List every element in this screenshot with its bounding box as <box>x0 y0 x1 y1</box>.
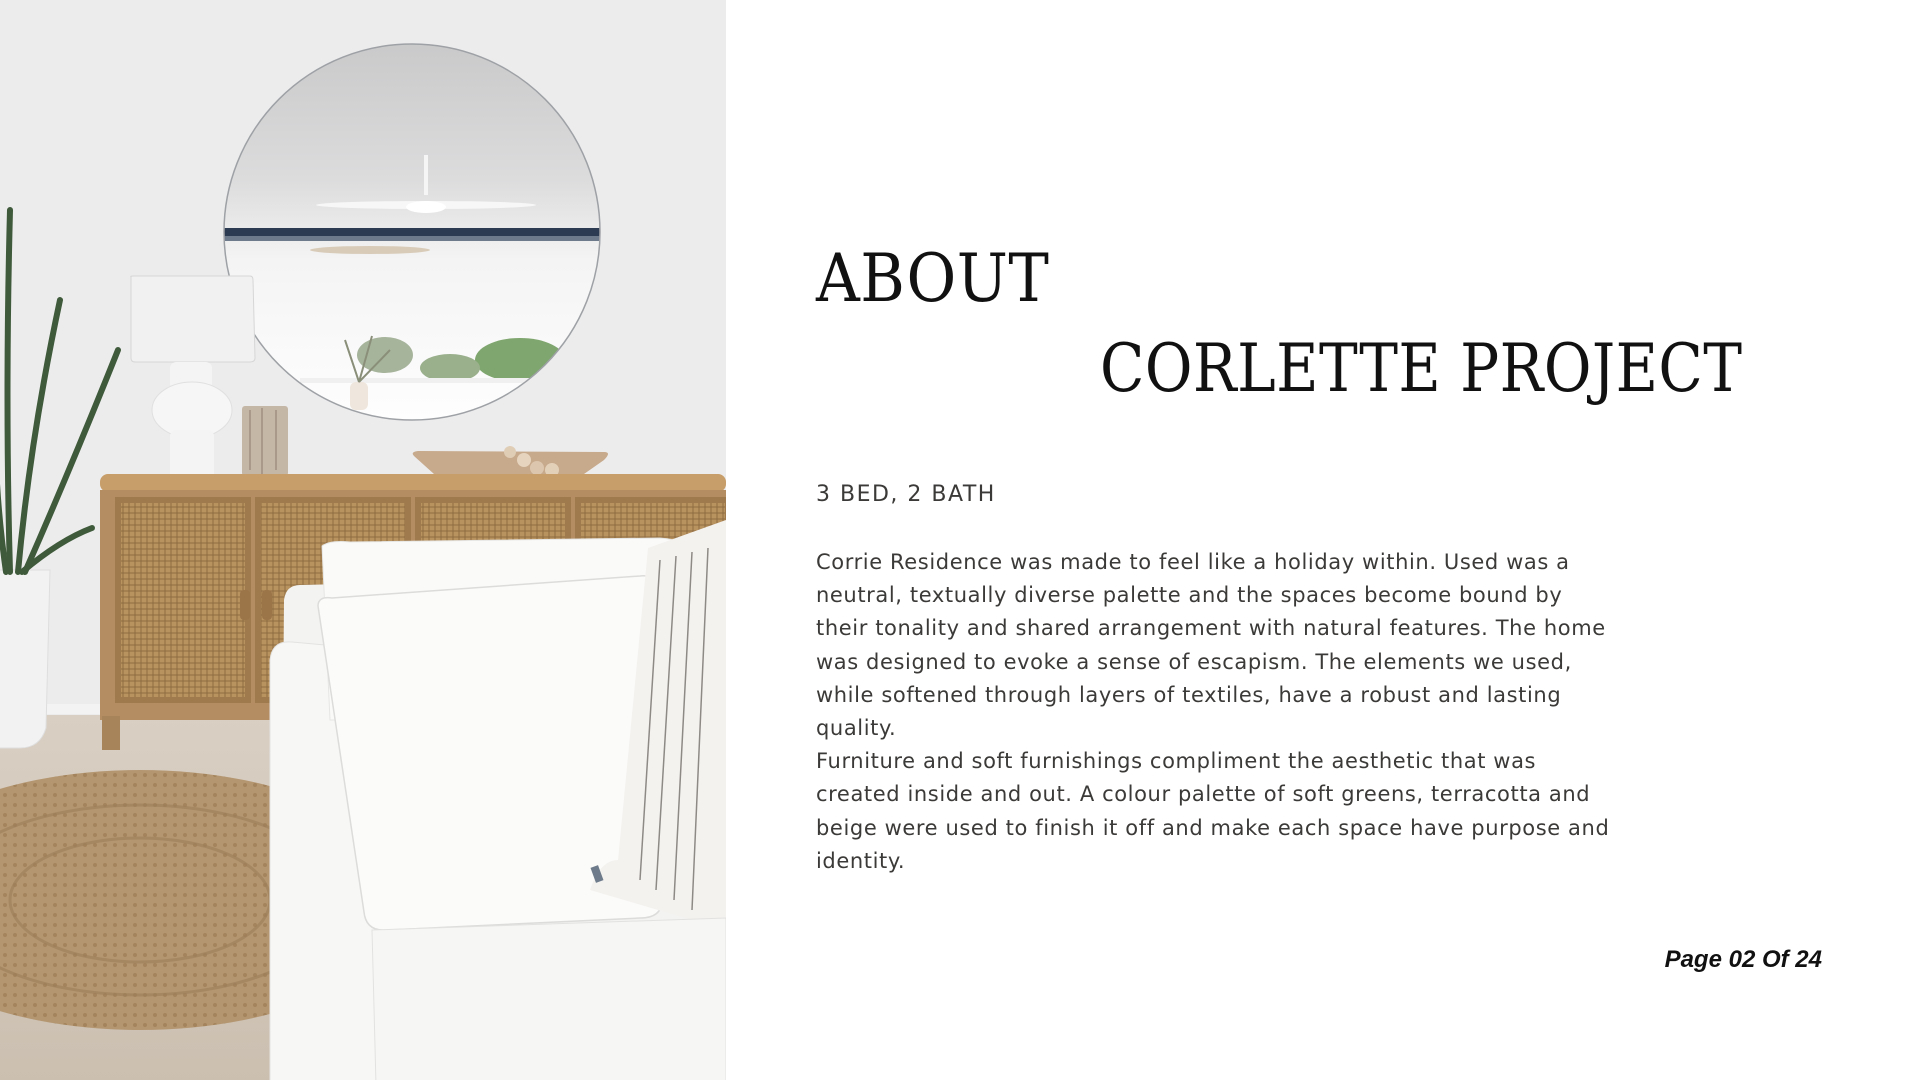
description-paragraph-2: Furniture and soft furnishings compliment the aesthetic that was created inside and out. A colour palette of soft greens, terracotta and beige were used to finish it off and make each space have purpose and identity. <box>816 749 1610 873</box>
description-paragraph-1: Corrie Residence was made to feel like a holiday within. Used was a neutral, textually diverse palette and the spaces become bound by their tonality and shared arrangement with natural features. The home was designed to evoke a sense of escapism. The elements we used, while softened through layers of textiles, have a robust and lasting quality. <box>816 550 1606 741</box>
title-about: ABOUT <box>816 240 1050 317</box>
page-number: Page 02 Of 24 <box>1664 946 1822 973</box>
bed-bath-subheading: 3 BED, 2 BATH <box>816 482 996 507</box>
interior-photo-illustration <box>0 0 726 1080</box>
interior-photo <box>0 0 726 1080</box>
title-project-name: CORLETTE PROJECT <box>1100 330 1743 407</box>
project-description <box>816 546 1616 878</box>
